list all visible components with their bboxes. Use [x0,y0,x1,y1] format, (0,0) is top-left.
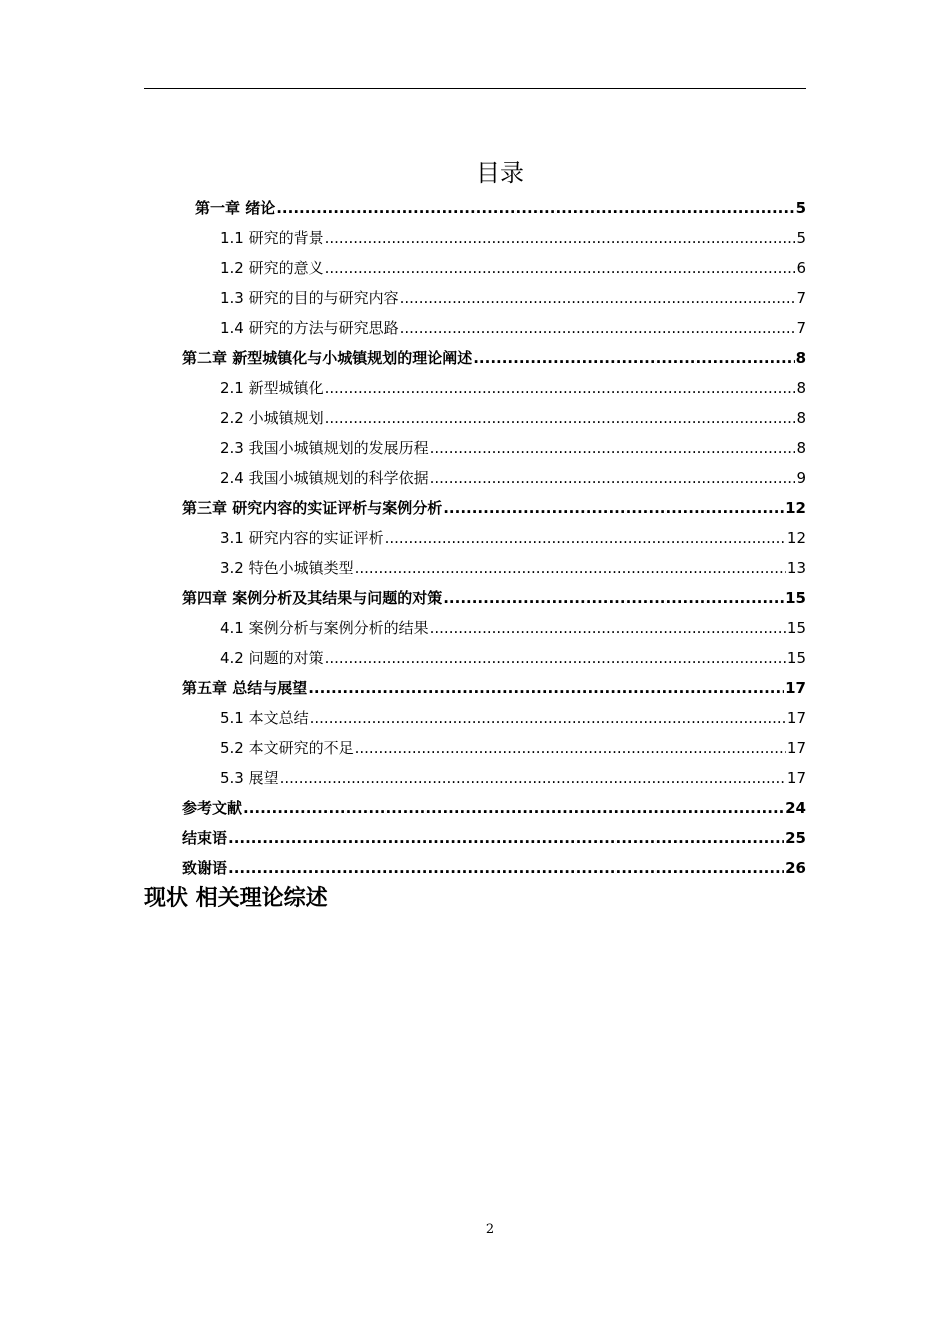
toc-section-1-4[interactable] [220,316,806,340]
toc-section-5-2[interactable] [220,736,806,760]
toc-entry-label: 1.4 研究的方法与研究思路 [220,319,399,337]
toc-leader [430,436,796,460]
toc-entry-page: 12 [786,529,806,547]
toc-leader [325,646,786,670]
toc-entry-page: 24 [785,799,806,817]
toc-entry-label: 第一章 绪论 [195,199,276,217]
toc-leader [385,526,786,550]
toc-entry-label: 第五章 总结与展望 [182,679,308,697]
toc-entry-label: 结束语 [182,829,228,847]
toc-section-1-1[interactable] [220,226,806,250]
toc-leader [400,286,796,310]
header-rule [144,88,806,89]
toc-section-5-1[interactable] [220,706,806,730]
toc-entry-label: 5.2 本文研究的不足 [220,739,354,757]
toc-entry-label: 3.2 特色小城镇类型 [220,559,354,577]
toc-entry-page: 7 [796,289,806,307]
toc-title: 目录 [476,159,524,187]
toc-section-4-2[interactable] [220,646,806,670]
toc-section-1-3[interactable] [220,286,806,310]
toc-leader [310,706,786,730]
toc-leader [276,196,794,220]
toc-entry-page: 15 [786,649,806,667]
toc-entry-label: 第四章 案例分析及其结果与问题的对策 [182,589,443,607]
page-number: 2 [485,1222,495,1237]
toc-leader [228,856,784,880]
toc-entry-page: 17 [786,739,806,757]
toc-section-3-1[interactable] [220,526,806,550]
toc-entry-page: 26 [785,859,806,877]
toc-chapter-3[interactable] [182,496,806,520]
toc-entry-page: 6 [796,259,806,277]
toc-entry-page: 5 [795,199,806,217]
toc-section-2-3[interactable] [220,436,806,460]
toc-entry-page: 15 [785,589,806,607]
toc-entry-page: 17 [786,769,806,787]
toc-entry-page: 13 [786,559,806,577]
toc-chapter-2[interactable] [182,346,806,370]
toc-acknowledgements[interactable] [182,856,806,880]
toc-entry-page: 9 [796,469,806,487]
toc-section-1-2[interactable] [220,256,806,280]
toc-entry-page: 25 [785,829,806,847]
toc-entry-label: 4.1 案例分析与案例分析的结果 [220,619,429,637]
toc-leader [430,616,786,640]
toc-leader [400,316,796,340]
toc-leader [430,466,796,490]
toc-entry-page: 17 [786,709,806,727]
toc-entry-label: 2.4 我国小城镇规划的科学依据 [220,469,429,487]
toc-leader [325,256,796,280]
toc-entry-label: 致谢语 [182,859,228,877]
toc-leader [308,676,784,700]
section-heading: 现状 相关理论综述 [144,886,328,911]
toc-entry-label: 3.1 研究内容的实证评析 [220,529,384,547]
toc-entry-label: 第三章 研究内容的实证评析与案例分析 [182,499,443,517]
toc-entry-page: 8 [796,439,806,457]
toc-chapter-1[interactable] [195,196,806,220]
toc-leader [228,826,784,850]
toc-entry-page: 8 [796,409,806,427]
toc-entry-page: 15 [786,619,806,637]
toc-entry-label: 5.1 本文总结 [220,709,309,727]
toc-leader [473,346,794,370]
toc-chapter-5[interactable] [182,676,806,700]
toc-leader [325,226,796,250]
toc-entry-label: 1.3 研究的目的与研究内容 [220,289,399,307]
toc-section-2-4[interactable] [220,466,806,490]
toc-leader [355,556,786,580]
toc-entry-label: 2.2 小城镇规划 [220,409,324,427]
toc-leader [355,736,786,760]
toc-leader [243,796,784,820]
toc-entry-label: 5.3 展望 [220,769,279,787]
toc-section-2-2[interactable] [220,406,806,430]
toc-section-3-2[interactable] [220,556,806,580]
toc-section-4-1[interactable] [220,616,806,640]
toc-entry-label: 1.1 研究的背景 [220,229,324,247]
toc-entry-label: 2.1 新型城镇化 [220,379,324,397]
toc-entry-page: 8 [795,349,806,367]
toc-entry-label: 2.3 我国小城镇规划的发展历程 [220,439,429,457]
toc-entry-page: 7 [796,319,806,337]
toc-references[interactable] [182,796,806,820]
toc-entry-page: 8 [796,379,806,397]
toc-entry-page: 5 [796,229,806,247]
toc-leader [325,376,796,400]
toc-section-2-1[interactable] [220,376,806,400]
toc-entry-page: 12 [785,499,806,517]
toc-conclusion[interactable] [182,826,806,850]
toc-entry-label: 1.2 研究的意义 [220,259,324,277]
toc-leader [325,406,796,430]
toc-entry-label: 参考文献 [182,799,243,817]
toc-entry-label: 第二章 新型城镇化与小城镇规划的理论阐述 [182,349,473,367]
toc-leader [443,496,784,520]
toc-leader [280,766,786,790]
toc-section-5-3[interactable] [220,766,806,790]
toc-leader [443,586,784,610]
toc-entry-label: 4.2 问题的对策 [220,649,324,667]
toc-chapter-4[interactable] [182,586,806,610]
toc-entry-page: 17 [785,679,806,697]
